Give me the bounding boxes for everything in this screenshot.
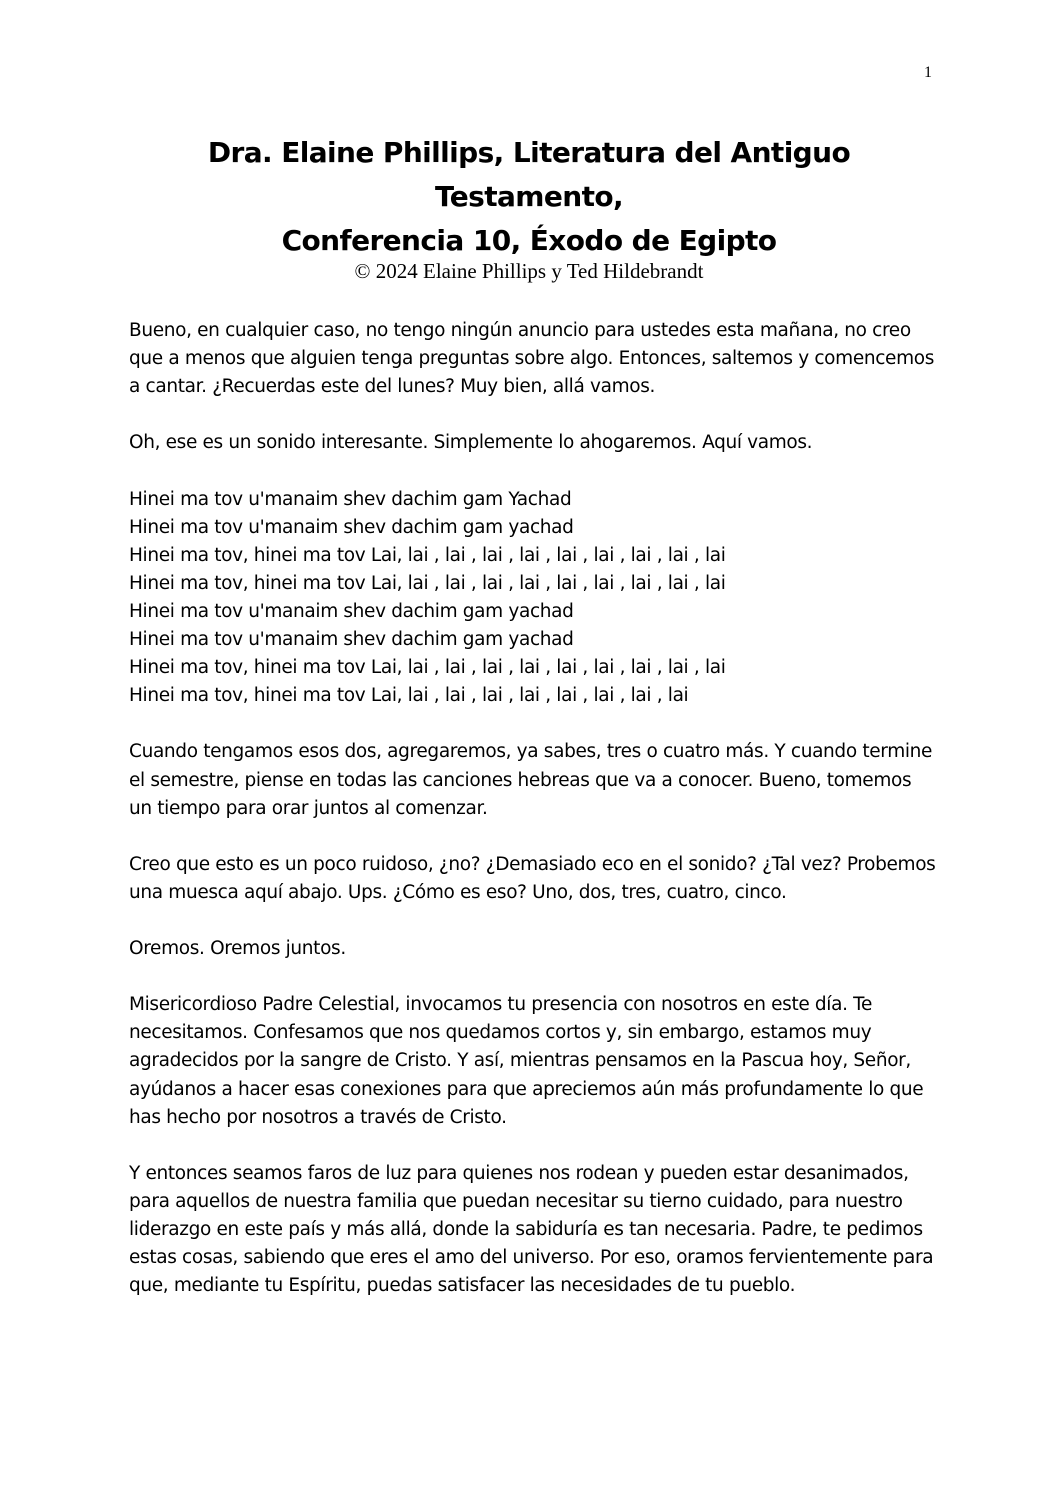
song-lyrics <box>129 486 939 711</box>
song-line: Hinei ma tov, hinei ma tov Lai, lai , lai , lai , lai , lai , lai , lai , lai , lai <box>129 572 726 594</box>
document-body <box>129 317 939 1328</box>
paragraph-intro: Bueno, en cualquier caso, no tengo ningún anuncio para ustedes esta mañana, no creo que a menos que alguien tenga preguntas sobre algo. Entonces, saltemos y comencemos a cantar. ¿Recuerdas este del lunes? Muy bien, allá vamos. <box>129 320 935 398</box>
song-line: Hinei ma tov u'manaim shev dachim gam yachad <box>129 600 574 622</box>
page-title-line-3: Conferencia 10, Éxodo de Egipto <box>281 224 777 257</box>
song-line: Hinei ma tov, hinei ma tov Lai, lai , lai , lai , lai , lai , lai , lai , lai , lai <box>129 544 726 566</box>
title-block <box>129 131 929 283</box>
page-title-line-1: Dra. Elaine Phillips, Literatura del Antiguo <box>207 136 851 169</box>
song-line: Hinei ma tov u'manaim shev dachim gam Yachad <box>129 488 572 510</box>
song-line: Hinei ma tov, hinei ma tov Lai, lai , lai , lai , lai , lai , lai , lai , lai , lai <box>129 657 726 679</box>
page-number: 1 <box>924 64 932 81</box>
song-line: Hinei ma tov u'manaim shev dachim gam yachad <box>129 629 574 651</box>
paragraph-pray: Oremos. Oremos juntos. <box>129 938 346 960</box>
paragraph-noise: Creo que esto es un poco ruidoso, ¿no? ¿Demasiado eco en el sonido? ¿Tal vez? Probemos una muesca aquí abajo. Ups. ¿Cómo es eso? Uno, dos, tres, cuatro, cinco. <box>129 853 936 903</box>
song-line: Hinei ma tov, hinei ma tov Lai, lai , lai , lai , lai , lai , lai , lai , lai <box>129 685 689 707</box>
paragraph-prayer-1: Misericordioso Padre Celestial, invocamos tu presencia con nosotros en este día. Te necesitamos. Confesamos que nos quedamos cortos y, sin embargo, estamos muy agradecidos por la sangre de Cristo. Y así, mientras pensamos en la Pascua hoy, Señor, ayúdanos a hacer esas conexiones para que apreciemos aún más profundamente lo que has hecho por nosotros a través de Cristo. <box>129 994 924 1128</box>
song-line: Hinei ma tov u'manaim shev dachim gam yachad <box>129 516 574 538</box>
paragraph-songs: Cuando tengamos esos dos, agregaremos, ya sabes, tres o cuatro más. Y cuando termine el semestre, piense en todas las canciones hebreas que va a conocer. Bueno, tomemos un tiempo para orar juntos al comenzar. <box>129 741 933 819</box>
copyright-notice: © 2024 Elaine Phillips y Ted Hildebrandt <box>354 259 704 283</box>
page-title-line-2: Testamento, <box>434 180 624 213</box>
paragraph-sound: Oh, ese es un sonido interesante. Simplemente lo ahogaremos. Aquí vamos. <box>129 432 813 454</box>
paragraph-prayer-2: Y entonces seamos faros de luz para quienes nos rodean y pueden estar desanimados, para aquellos de nuestra familia que puedan necesitar su tierno cuidado, para nuestro liderazgo en este país y más allá, donde la sabiduría es tan necesaria. Padre, te pedimos estas cosas, sabiendo que eres el amo del universo. Por eso, oramos fervientemente para que, mediante tu Espíritu, puedas satisfacer las necesidades de tu pueblo. <box>129 1162 934 1297</box>
